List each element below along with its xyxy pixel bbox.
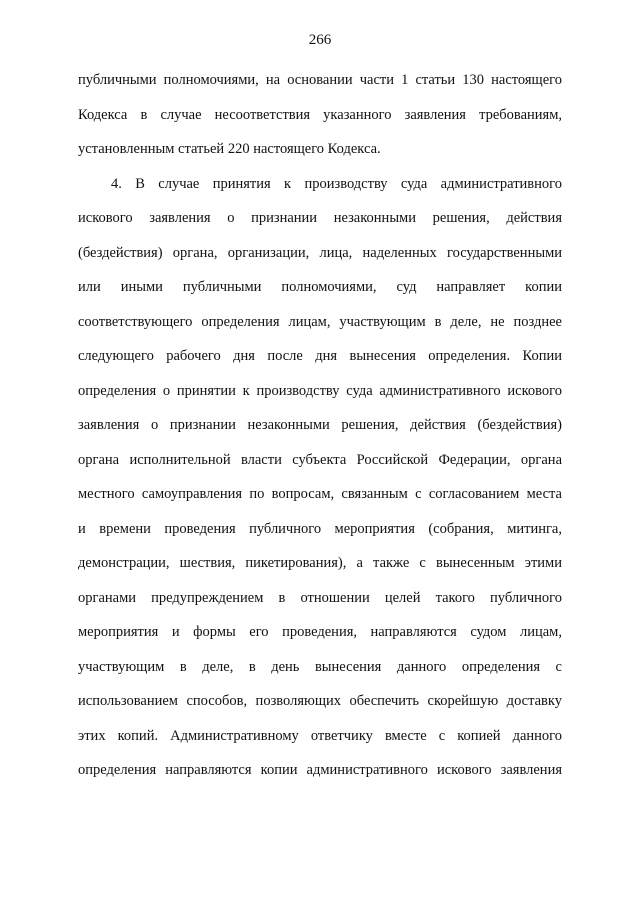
text-line: участвующим в деле, в день вынесения данного определения с	[78, 658, 562, 675]
text-line: местного самоуправления по вопросам, связанным с согласованием места	[78, 486, 562, 502]
text-line: этих копий. Административному ответчику вместе с копией данного	[78, 727, 562, 744]
text-line: использованием способов, позволяющих обеспечить скорейшую доставку	[78, 693, 562, 709]
text-line: демонстрации, шествия, пикетирования), а также с вынесенным этими	[78, 555, 562, 571]
body-text	[78, 70, 562, 795]
text-line: мероприятия и формы его проведения, направляются судом лицам,	[78, 624, 562, 640]
text-line: заявления о признании незаконными решения, действия (бездействия)	[78, 417, 562, 433]
text-line: (бездействия) органа, организации, лица, наделенных государственными	[78, 244, 562, 261]
text-line: установленным статьей 220 настоящего Кодекса.	[78, 141, 381, 157]
text-line: или иными публичными полномочиями, суд направляет копии	[78, 279, 562, 295]
text-line: публичными полномочиями, на основании части 1 статьи 130 настоящего	[78, 72, 562, 88]
text-line: определения о принятии к производству суда административного искового	[78, 382, 562, 399]
page-number: 266	[308, 32, 332, 48]
text-line: органами предупреждением в отношении целей такого публичного	[78, 589, 562, 606]
text-line: органа исполнительной власти субъекта Российской Федерации, органа	[78, 451, 562, 468]
text-line: искового заявления о признании незаконными решения, действия	[78, 210, 562, 226]
paragraph-start-line: 4. В случае принятия к производству суда административного	[111, 175, 562, 192]
text-line: соответствующего определения лицам, участвующим в деле, не позднее	[78, 313, 562, 330]
text-line: и времени проведения публичного мероприятия (собрания, митинга,	[78, 520, 562, 537]
text-line: определения направляются копии административного искового заявления	[78, 762, 562, 778]
text-line: следующего рабочего дня после дня вынесения определения. Копии	[78, 348, 562, 364]
text-line: Кодекса в случае несоответствия указанного заявления требованиям,	[78, 106, 562, 123]
